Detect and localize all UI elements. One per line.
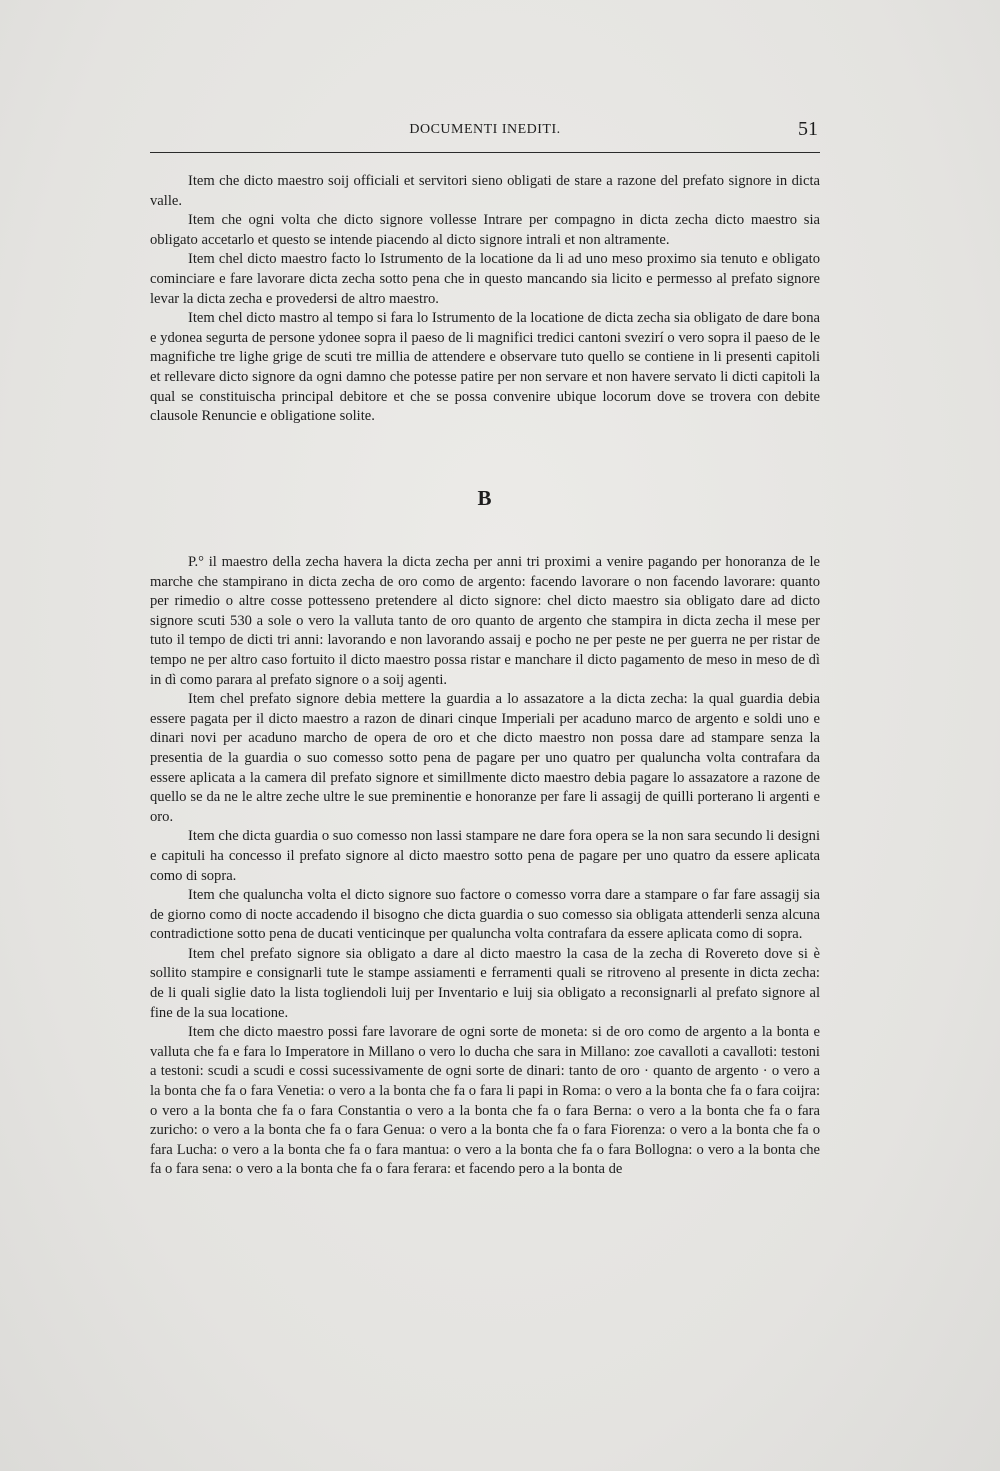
paragraph: Item che dicto maestro possi fare lavorare de ogni sorte de moneta: si de oro como de argento a la bonta e valluta che fa e fara lo Imperatore in Millano o vero lo ducha che sara in Millano: zoe cavalloti a cavalloti: testoni a testoni: scudi a scudi e cossi sucessivamente de ogni sorte de dinari: tanto de oro · quanto de argento · o vero a la bonta che fa o fara Venetia: o vero a la bonta che fa o fara li papi in Roma: o vero a la bonta che fa o fara coijra: o vero a la bonta che fa o fara Constantia o vero a la bonta che fa o fara Berna: o vero a la bonta che fa o fara zuricho: o vero a la bonta che fa o fara Genua: o vero a la bonta che fa o fara Fiorenza: o vero a la bonta che fa o fara Lucha: o vero a la bonta che fa o fara mantua: o vero a la bonta che fa o fara Bollogna: o vero a la bonta che fa o fara sena: o vero a la bonta che fa o fara ferara: et facendo pero a la bonta de <box>150 1024 820 1178</box>
paragraph: Item che ogni volta che dicto signore vollesse Intrare per compagno in dicta zecha dicto maestro sia obligato accetarlo et questo se intende piacendo al dicto signore intrali et non altramente. <box>150 212 820 248</box>
paragraph: Item chel dicto maestro facto lo Istrumento de la locatione da li ad uno meso proximo sia tenuto e obligato cominciare e fare lavorare dicta zecha sotto pena che in questo mancando sia licito e permesso al prefato signore levar la dicta zecha e provedersi de altro maestro. <box>150 251 820 307</box>
paragraph: Item che dicta guardia o suo comesso non lassi stampare ne dare fora opera se la non sara secundo li designi e capituli ha concesso il prefato signore al dicto maestro sotto pena de pagare per uno quatro da essere aplicata como di sopra. <box>150 828 820 884</box>
paragraph: P.° il maestro della zecha havera la dicta zecha per anni tri proximi a venire pagando per honoranza de le marche che stampirano in dicta zecha de oro como de argento: facendo lavorare o non facendo lavorare: quanto per rimedio o altre cosse pottesseno pretendere al dicto signore: chel dicto maestro sia obligato dare ad dicto signore scuti 530 a sole o vero la valluta tanto de oro quanto de argento che stampira in dicta zecha il mese per tuto il tempo de dicti tri anni: lavorando e non lavorando assaij e pocho ne per peste ne per guerra ne per ristar de tempo ne per altro caso fortuito il dicto maestro possa ristar e manchare il dicto pagamento de meso in meso de dì in dì como parara al prefato signore o a soij agenti. <box>150 554 820 688</box>
section-a-text <box>150 172 820 427</box>
header-rule <box>150 152 820 153</box>
paragraph: Item che qualuncha volta el dicto signore suo factore o comesso vorra dare a stampare o far fare assagij sia de giorno como di nocte accadendo il bisogno che dicta guardia o suo comesso sia obligata attenderli senza alcuna contradictione sotto pena de ducati venticinque per qualuncha volta contrafara da essere aplicata como di sopra. <box>150 887 820 943</box>
paragraph: Item chel prefato signore debia mettere la guardia a lo assazatore a la dicta zecha: la qual guardia debia essere pagata per il dicto maestro a razon de dinari cinque Imperiali per acaduno marco de argento e soldi uno e dinari novi per acaduno marcho de opera de oro et che dicto maestro non possa dare ad stampare senza la presentia de la guardia o suo comesso sotto pena de pagare per uno quatro per qualuncha volta contrafara da essere aplicata a la camera dil prefato signore et simillmente dicto maestro debia pagare lo assazatore a razone de quello se da ne le altre zeche ultre le sue preminentie e honoranze per fare li assagij de quilli porterano li argenti e oro. <box>150 691 820 825</box>
paragraph: Item chel dicto mastro al tempo si fara lo Istrumento de la locatione de dicta zecha sia obligato de dare bona e ydonea segurta de persone ydonee sopra il paeso de li magnifici tredici cantoni svezirí o vero sopra il paeso de le magnifiche tre lighe grige de scuti tre millia de attendere e observare tuto quello se contiene in li presenti capitoli et rellevare dicto signore da ogni damno che potesse patire per non servare et non havere servato li dicti capitoli la qual se constituischa principal debitore et che se possa convenire ubique locorum dove se trovera con debite clausole Renuncie e obligatione solite. <box>150 310 820 425</box>
paragraph: Item chel prefato signore sia obligato a dare al dicto maestro la casa de la zecha di Rovereto dove si è sollito stampire e consignarli tute le stampe assiamenti e ferramenti quali se ritroveno al presente in dicta zecha: de li quali siglie dato la lista togliendoli luij per Inventario e luij sia obligato a reconsignarli al prefato signore al fine de la sua locatione. <box>150 945 820 1021</box>
running-title: DOCUMENTI INEDITI. <box>409 122 561 137</box>
paragraph: Item che dicto maestro soij officiali et servitori sieno obligati de stare a razone del prefato signore in dicta valle. <box>150 173 820 209</box>
page-number: 51 <box>798 118 818 140</box>
section-heading: B <box>477 486 493 510</box>
page-header <box>150 120 820 142</box>
section-b-text <box>150 553 820 1180</box>
